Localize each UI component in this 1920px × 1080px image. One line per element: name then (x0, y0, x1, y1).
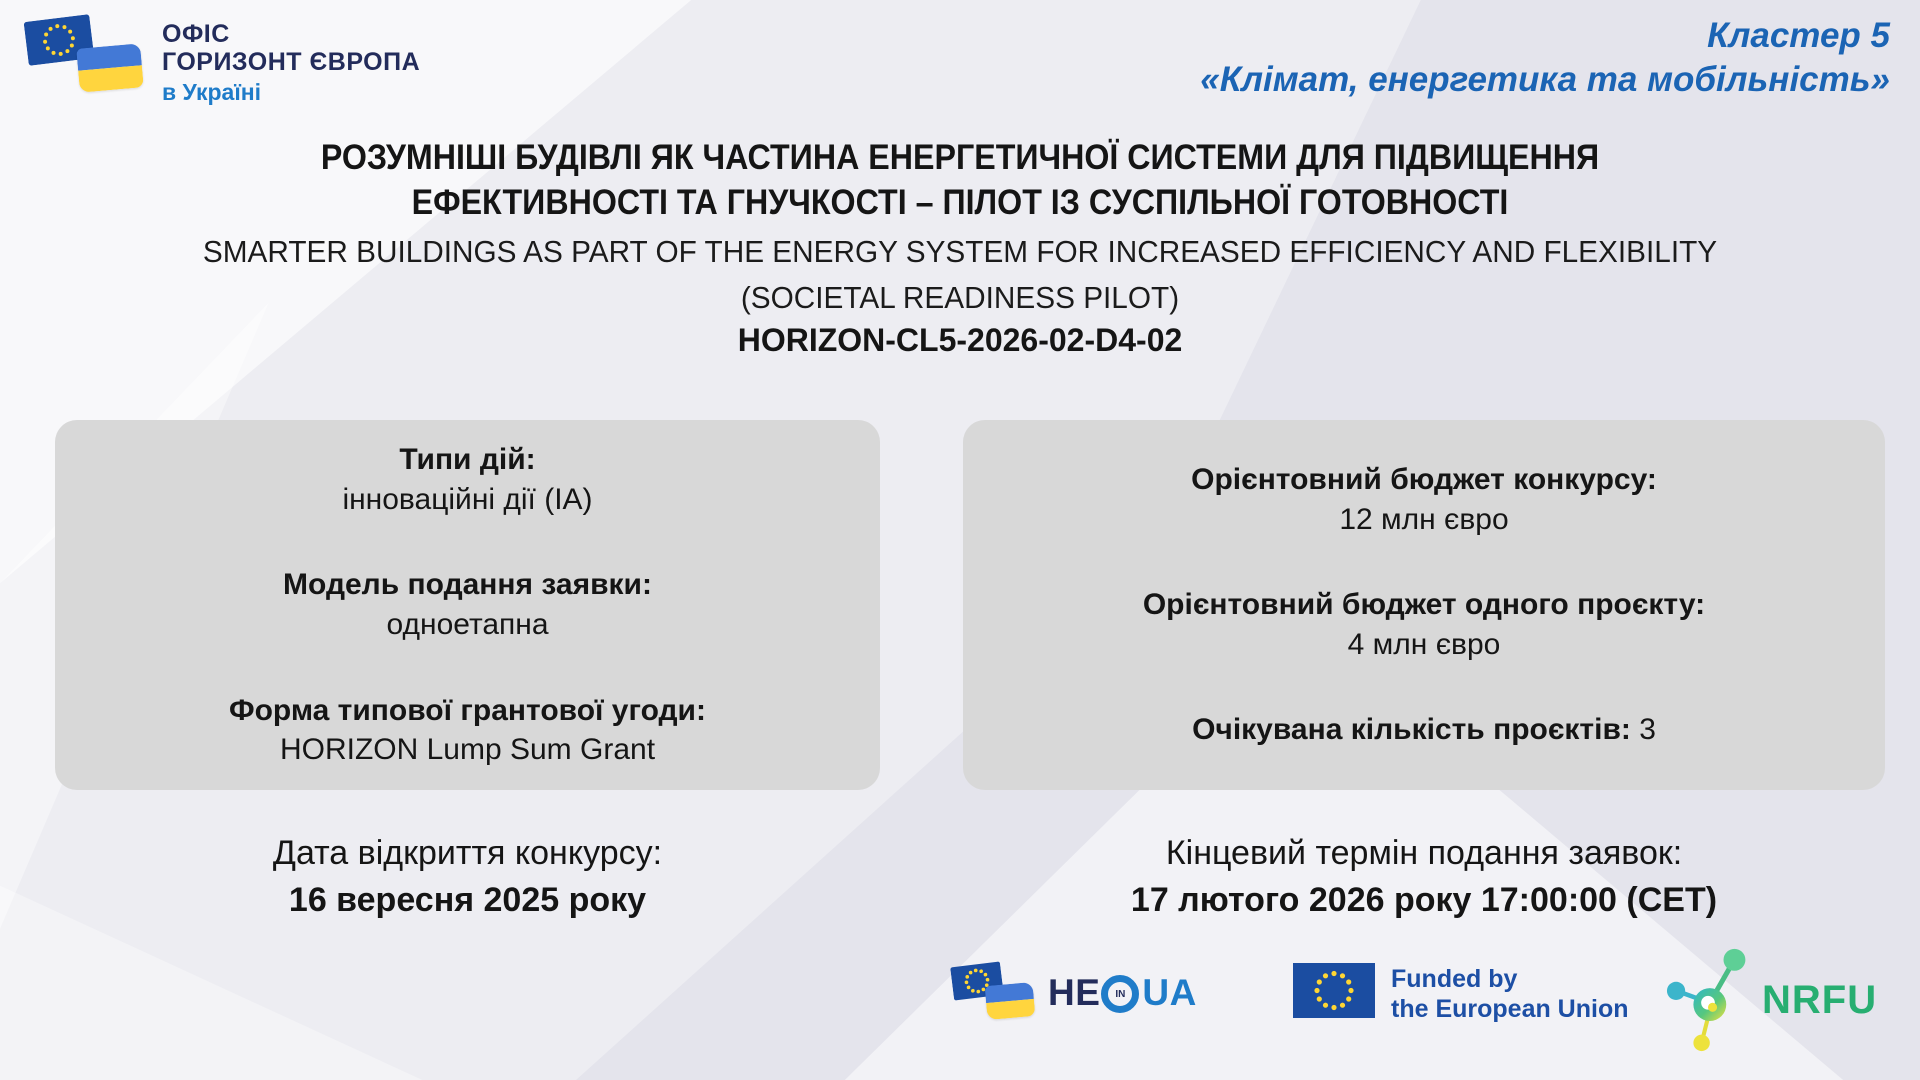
item-label: Очікувана кількість проєктів: (1192, 713, 1631, 747)
funded-line-1: Funded by (1391, 965, 1518, 993)
funded-by-text (1391, 963, 1629, 1024)
card-item (229, 691, 706, 770)
item-value: 4 млн євро (1347, 627, 1501, 661)
opening-date-label: Дата відкриття конкурсу: (272, 834, 663, 872)
card-item (1191, 460, 1657, 539)
card-item (283, 565, 652, 644)
logo-line-1: ОФІС (162, 20, 230, 48)
logo-text (162, 12, 420, 106)
item-label: Форма типової грантової угоди: (229, 693, 706, 727)
item-label: Типи дій: (399, 443, 536, 477)
card-item (1143, 585, 1705, 664)
item-value: одноетапна (386, 608, 549, 641)
nrfu-logo (1662, 948, 1877, 1052)
title-ua-line-1: РОЗУМНІШІ БУДІВЛІ ЯК ЧАСТИНА ЕНЕРГЕТИЧНОЇ СИСТЕМИ ДЛЯ ПІДВИЩЕННЯ (320, 138, 1600, 177)
cluster-line-1: Кластер 5 (1707, 16, 1890, 55)
card-budget (963, 420, 1885, 790)
title-en-line-1: SMARTER BUILDINGS AS PART OF THE ENERGY SYSTEM FOR INCREASED EFFICIENCY AND FLEXIBILITY (202, 233, 1718, 269)
opening-date-value: 16 вересня 2025 року (288, 880, 647, 919)
eu-ukraine-flags-icon (26, 12, 144, 100)
call-identifier: HORIZON-CL5-2026-02-D4-02 (737, 322, 1183, 359)
heo-ua-wordmark (1048, 972, 1197, 1014)
horizon-europe-office-logo (26, 12, 420, 106)
eu-ukraine-flags-icon (952, 960, 1038, 1026)
ukraine-flag-icon (985, 982, 1036, 1020)
deadline-label: Кінцевий термін подання заявок: (1165, 834, 1683, 872)
logo-line-3: в Україні (162, 79, 262, 105)
deadline-block (963, 830, 1885, 924)
funded-by-eu-logo (1293, 963, 1629, 1024)
ukraine-flag-icon (76, 43, 144, 92)
item-label: Орієнтовний бюджет конкурсу: (1191, 463, 1657, 497)
heo-in: IN (1115, 988, 1126, 1000)
nrfu-molecule-icon (1662, 948, 1754, 1052)
eu-flag-icon (1293, 963, 1375, 1018)
opening-date-block (55, 830, 880, 924)
title-en-line-2: (SOCIETAL READINESS PILOT) (740, 279, 1180, 315)
heo-in-ua-logo (952, 960, 1197, 1026)
item-label: Модель подання заявки: (283, 568, 652, 602)
nrfu-wordmark: NRFU (1762, 977, 1878, 1022)
item-value: 12 млн євро (1339, 502, 1509, 536)
item-value: HORIZON Lump Sum Grant (279, 733, 656, 767)
funded-line-2: the European Union (1391, 994, 1629, 1023)
heo-he: HE (1048, 972, 1101, 1013)
heo-ua: UA (1142, 972, 1197, 1013)
card-action-types (55, 420, 880, 790)
item-label: Орієнтовний бюджет одного проєкту: (1142, 588, 1706, 622)
card-item-expected-projects (1192, 710, 1656, 750)
title-block (0, 136, 1920, 359)
item-value: інноваційні дії (IA) (342, 482, 593, 516)
heo-o-ring-icon (1101, 975, 1139, 1013)
logo-line-2: ГОРИЗОНТ ЄВРОПА (162, 48, 421, 76)
card-item (342, 440, 592, 519)
deadline-value: 17 лютого 2026 року 17:00:00 (CET) (1130, 880, 1718, 919)
title-ua-line-2: ЕФЕКТИВНОСТІ ТА ГНУЧКОСТІ – ПІЛОТ ІЗ СУСПІЛЬНОЇ ГОТОВНОСТІ (411, 182, 1509, 222)
cluster-heading (1200, 14, 1890, 102)
item-value: 3 (1639, 713, 1656, 747)
cluster-line-2: «Клімат, енергетика та мобільність» (1200, 59, 1890, 99)
